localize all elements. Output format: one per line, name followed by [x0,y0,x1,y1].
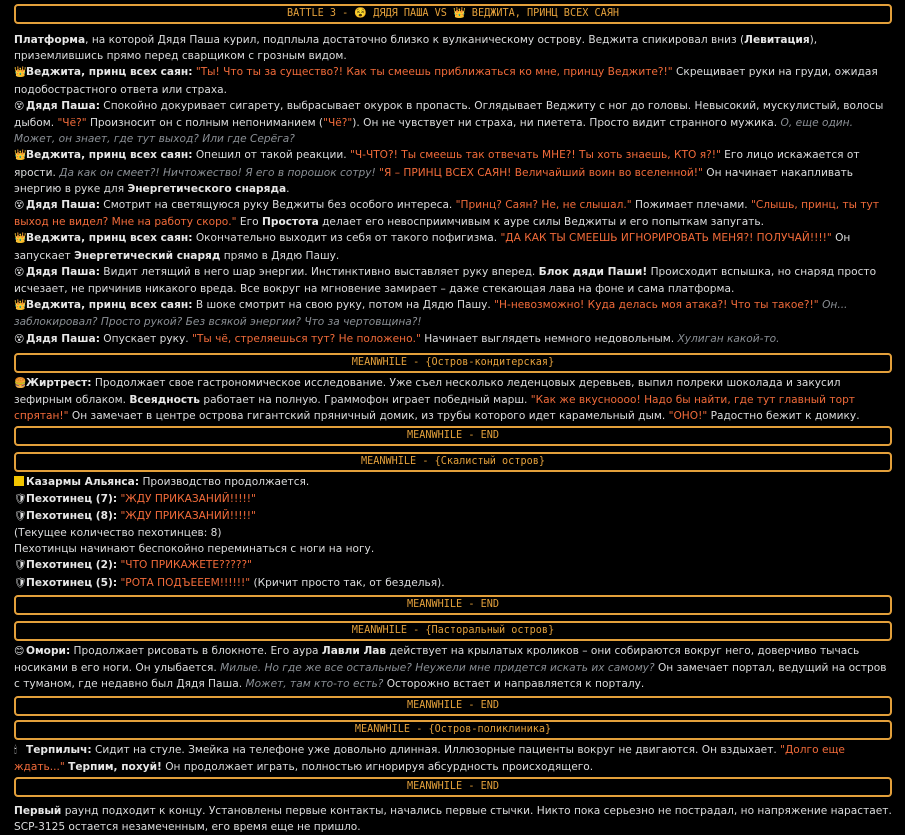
meanwhile-line [14,375,892,425]
speaker-name: Дядя Паша: [26,265,100,278]
speaker-name: Пехотинец (5): [26,576,118,589]
speaker-name: Пехотинец (8): [26,509,118,522]
chat-log [14,4,892,835]
meanwhile-end-banner: MEANWHILE - END [14,426,892,446]
meanwhile-banner: MEANWHILE - {Остров-поликлиника} [14,720,892,740]
shield-icon: 🛡 [14,510,27,522]
candle-icon: 🕯 [14,744,17,756]
battle-line-7 [14,297,892,330]
shield-icon: 🛡 [14,493,27,505]
thought: Хулиган какой-то. [677,332,780,345]
bold-text: Платформа [14,34,86,46]
text: , на которой Дядя Паша курил, подплыла достаточно близко к вулканическому острову. Веджита спикировал вниз ( [85,34,745,46]
text: Произносит он с полным непониманием ( [86,117,324,130]
meanwhile-end-banner: MEANWHILE - END [14,777,892,797]
quote: "Чё?" [57,117,87,130]
text: В шоке смотрит на свою руку, потом на Дядю Пашу. [192,299,495,312]
quote: "Чё?" [323,117,353,130]
meanwhile-line: Пехотинцы начинают беспокойно переминаться с ноги на ногу. [14,543,375,556]
crown-icon: 👑 [14,300,27,312]
bold-text: Всеядность [129,394,200,407]
text: Его лицо искажается от ярости. [14,149,860,179]
meanwhile-line: (Текущее количество пехотинцев: 8) [14,527,222,540]
quote: "ЖДУ ПРИКАЗАНИЙ!!!!!" [120,492,256,505]
speaker-name: Пехотинец (7): [26,492,118,505]
shield-icon: 🛡 [14,577,27,589]
final-summary [14,803,892,835]
text: Происходит вспышка, но снаряд просто исчезает, не причинив никакого вреда. Все вокруг на мгновение замирает – даже стекающая лава на фоне и сама платформа. [14,265,877,296]
text: Смотрит на светящуюся руку Веджиты без особого интереса. [99,199,456,212]
speaker-name: Веджита, принц всех саян: [26,66,193,79]
quote: "ДА КАК ТЫ СМЕЕШЬ ИГНОРИРОВАТЬ МЕНЯ?! ПОЛУЧАЙ!!!!" [500,232,832,245]
yellow-square-icon [14,476,24,486]
hamburger-icon: 🍔 [14,377,27,389]
text: Радостно бежит к домику. [707,410,860,423]
speaker-name: Омори: [26,644,71,657]
bold-text: Блок дяди Паши! [538,265,648,278]
quote: "ЧТО ПРИКАЖЕТЕ?????" [120,559,253,572]
bold-text: Левитация [744,34,810,46]
text: Пожимает плечами. [631,199,751,212]
speaker-name: Казармы Альянса: [26,476,140,489]
meanwhile-banner: MEANWHILE - {Остров-кондитерская} [14,353,892,373]
quote: "Ты чё, стреляешься тут? Не положено." [192,332,421,345]
battle-intro [14,32,892,64]
quote: "ЖДУ ПРИКАЗАНИЙ!!!!!" [120,509,256,522]
crown-icon: 👑 [14,150,27,162]
quote: "Слышь, принц, ты тут выход не видел? Мне на работу скоро." [14,199,879,229]
quote: "Ч-ЧТО?! Ты смеешь так отвечать МНЕ?! Ты хоть знаешь, КТО я?!" [349,149,721,162]
text: раунд подходит к концу. Установлены первые контакты, начались первые стычки. Никто пока серьезно не пострадал, но напряжение нарастает. SCP-3125 остается незамеченным, его время еще не пришло. [14,804,892,834]
meanwhile-banner: MEANWHILE - {Пасторальный остров} [14,621,892,641]
speaker-name: Веджита, принц всех саян: [26,149,193,162]
speaker-name: Дядя Паша: [26,99,100,112]
thought: Может, там кто-то есть? [245,678,384,691]
battle-line-2 [14,98,892,148]
text: прямо в Дядю Пашу. [220,249,340,262]
battle-line-3 [14,147,892,197]
bold-text: Терпим, похуй! [68,760,162,773]
speaker-name: Дядя Паша: [26,332,100,345]
crown-icon: 👑 [14,67,27,79]
thought: Милые. Но где же все остальные? Неужели мне придется искать их самому? [220,662,655,675]
text: Он замечает портал, ведущий на остров с туманом, где недавно был Дядя Паша. [14,662,887,691]
quote: "ОНО!" [668,410,708,423]
text: Он замечает в центре острова гигантский пряничный домик, из трубы которого идет карамельный дым. [68,410,669,423]
crown-icon: 👑 [14,233,27,245]
text: Он продолжает играть, полностью игнорируя абсурдность происходящего. [161,760,594,773]
text: Он запускает [14,232,851,262]
text: Видит летящий в него шар энергии. Инстинктивно выставляет руку вперед. [99,265,539,278]
battle-line-6 [14,264,892,297]
dizzy-face-icon: 😵 [14,333,25,345]
text: действует на крылатых кроликов – они собираются вокруг него, доверчиво тычась носиками в его ноги. Он улыбается. [14,644,860,675]
meanwhile-line [14,508,892,525]
bold-text: Энергетический снаряд [74,249,221,262]
meanwhile-line [14,491,892,508]
text: делает его невосприимчивым к ауре силы Веджиты и его попыткам запугать. [318,216,764,229]
quote: "Принц? Саян? Не, не слышал." [455,199,632,212]
quote: "РОТА ПОДЪЕЕЕМ!!!!!!" [120,576,251,589]
text: Скрещивает руки на груди, ожидая подобострастного ответа или страха. [14,66,878,96]
text: Опешил от такой реакции. [192,149,350,162]
text: Продолжает рисовать в блокноте. Его аура [70,644,322,657]
text: . [286,182,290,195]
thought: Да как он смеет?! Ничтожество! Я его в порошок сотру! [59,166,376,179]
meanwhile-end-banner: MEANWHILE - END [14,595,892,615]
text: Производство продолжается. [139,476,310,489]
bold-text: Лавли Лав [321,644,387,657]
text: Его [236,216,263,229]
text: Он начинает накапливать энергию в руке для [14,166,853,195]
text: ), приземлившись прямо перед сварщиком с грозным видом. [14,34,818,63]
text: Спокойно докуривает сигарету, выбрасывает окурок в пропасть. Оглядывает Веджиту с ног до головы. Невысокий, мускулистый, волосы дыбом. [14,99,884,130]
thought: Он... заблокировал? Просто рукой? Без всякой энергии? Что за чертовщина?! [14,299,848,329]
speaker-name: Пехотинец (2): [26,559,118,572]
shield-icon: 🛡 [14,560,27,572]
quote: "Долго еще ждать..." [14,743,845,773]
thought: О, еще один. Может, он знает, где тут выход? Или где Серёга? [14,117,853,146]
meanwhile-line [14,643,892,693]
quote: "Я – ПРИНЦ ВСЕХ САЯН! Величайший воин во вселенной!" [379,166,703,179]
speaker-name: Дядя Паша: [26,199,100,212]
meanwhile-end-banner: MEANWHILE - END [14,696,892,716]
meanwhile-banner: MEANWHILE - {Скалистый остров} [14,452,892,472]
text: Опускает руку. [99,332,193,345]
battle-line-5 [14,230,892,263]
speaker-name: Жиртрест: [26,376,92,389]
text: Осторожно встает и направляется к порталу. [383,678,645,691]
meanwhile-line [14,557,892,574]
text: Окончательно выходит из себя от такого пофигизма. [192,232,501,245]
quote: "Ты! Что ты за существо?! Как ты смеешь приближаться ко мне, принцу Веджите?!" [195,66,673,79]
battle-line-1 [14,64,892,97]
meanwhile-line [14,575,892,592]
text: Сидит на стуле. Змейка на телефоне уже довольно длинная. Иллюзорные пациенты вокруг не двигаются. Он вздыхает. [91,743,781,756]
dizzy-face-icon: 😵 [14,100,25,112]
battle-line-8 [14,331,892,348]
battle-banner: BATTLE 3 - 😵 ДЯДЯ ПАША VS 👑 ВЕДЖИТА, ПРИНЦ ВСЕХ САЯН [14,4,892,24]
speaker-name: Терпилыч: [26,743,92,756]
text: Начинает выглядеть немного недовольным. [420,332,678,345]
text: работает на полную. Граммофон играет победный марш. [199,394,531,407]
bold-text: Первый [14,804,62,817]
bold-text: Энергетического снаряда [127,182,287,195]
meanwhile-line [14,474,892,490]
quote: "Н-невозможно! Куда делась моя атака?! Что ты такое?!" [494,299,819,312]
battle-line-4 [14,197,892,230]
text: ). Он не чувствует ни страха, ни пиетета. Просто видит странного мужика. [352,117,781,130]
bold-text: Простота [262,216,319,229]
smile-icon: 😊 [14,645,25,657]
text: Продолжает свое гастрономическое исследование. Уже съел несколько леденцовых деревьев, выпил полреки шоколада и закусил зефирным облаком. [14,376,841,407]
meanwhile-line [14,742,892,775]
dizzy-face-icon: 😵 [14,200,25,212]
text: (Кричит просто так, от безделья). [250,576,445,589]
dizzy-face-icon: 😵 [14,266,25,278]
quote: "Как же вкуснoooo! Надо бы найти, где тут главный торт спрятан!" [14,394,855,423]
speaker-name: Веджита, принц всех саян: [26,232,193,245]
speaker-name: Веджита, принц всех саян: [26,299,193,312]
